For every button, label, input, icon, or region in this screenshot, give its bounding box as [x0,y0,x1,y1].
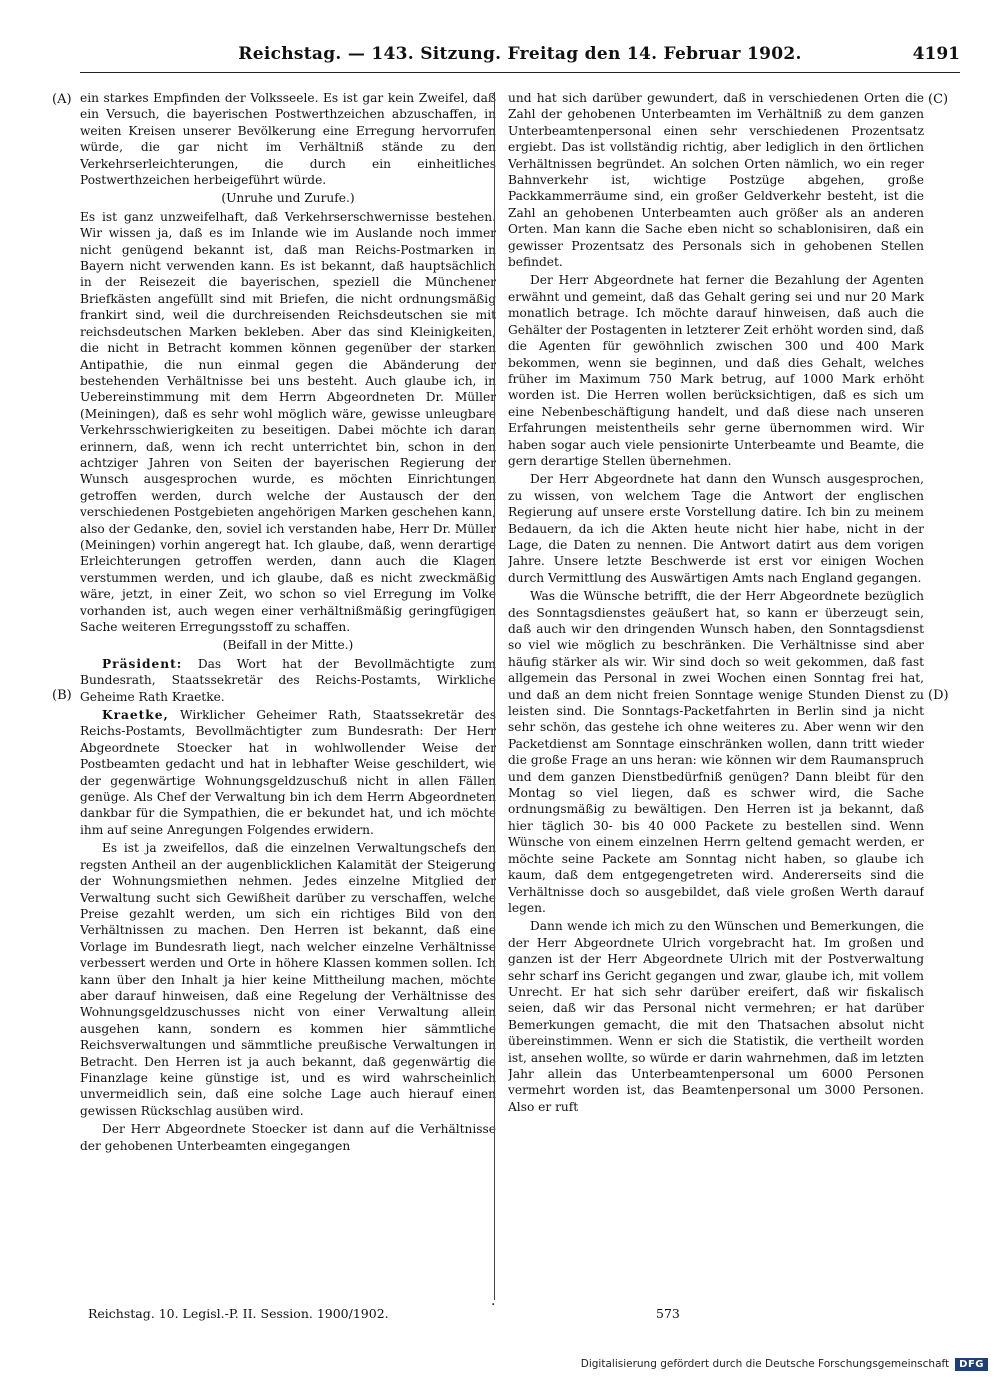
paragraph: Der Herr Abgeordnete hat ferner die Bezahlung der Agenten erwähnt und gemeint, daß das Gehalt gering sei und nur 20 Mark monatlich betrage. Ich möchte darauf hinweisen, daß auch die Gehälter der Postagenten in letzterer Zeit erhöht worden sind, daß die Agenten für gewöhnlich zwischen 300 und 400 Mark bekommen, wenn sie beginnen, und daß dies Gehalt, welches früher im Maximum 750 Mark betrug, auf 1000 Mark erhöht worden ist. Die Herren wollen berücksichtigen, daß es sich um eine Nebenbeschäftigung handelt, und daß diese nach unseren Erfahrungen meistentheils sehr gerne übernommen wird. Wir haben sogar auch viele pensionirte Unterbeamte und Beamte, die gern derartige Stellen übernehmen. [508,273,924,468]
header-title: Reichstag. — 143. Sitzung. Freitag den 14. Februar 1902. [238,44,802,64]
margin-mark-c: (C) [928,92,949,107]
stage-direction: (Beifall in der Mitte.) [222,638,354,653]
running-header [80,42,960,73]
footer-session-info: Reichstag. 10. Legisl.-P. II. Session. 1900/1902. [88,1306,389,1321]
speech-text: Das Wort hat der Bevollmächtigte zum Bundesrath, Staatssekretär des Reichs-Postamts, Wirkliche Geheime Rath Kraetke. [80,656,496,704]
speech-text: Wirklicher Geheimer Rath, Staatssekretär des Reichs-Postamts, Bevollmächtigter zum Bundesrath: Der Herr Abgeordnete Stoecker hat in wohlwollender Weise der Postbeamten gedacht und hat in lebhafter Weise geschildert, wie der gegenwärtige Wohnungsgeldzuschuß nicht in allen Fällen genüge. Als Chef der Verwaltung bin ich dem Herrn Abgeordneten dankbar für die Sympathien, die er bekundet hat, und ich möchte ihm auf seine Anregungen Folgendes erwidern. [80,708,496,837]
paragraph: Es ist ja zweifellos, daß die einzelnen Verwaltungschefs den regsten Antheil an der augenblicklichen Kalamität der Steigerung der Wohnungsmiethen nehmen. Jedes einzelne Mitglied der Verwaltung sucht sich Gewißheit darüber zu verschaffen, welche Preise gezahlt werden, um sich ein richtiges Bild von den Verhältnissen zu machen. Den Herren ist bekannt, daß eine Vorlage im Bundesrath liegt, nach welcher einzelne Verhältnisse verbessert werden und Orte in höhere Klassen kommen sollen. Ich kann über den Inhalt ja hier keine Mittheilung machen, möchte aber darauf hinweisen, daß eine Regelung der Verhältnisse des Wohnungsgeldzuschusses nicht von einer Verwaltung allein ausgehen kann, sondern es kommen hier sämmtliche Reichsverwaltungen und sämmtliche preußische Verwaltungen in Betracht. Den Herren ist ja auch bekannt, daß gegenwärtig die Finanzlage keine günstige ist, und es wird wahrscheinlich unvermeidlich sein, daß eine solche Lage auch hierauf einen gewissen Rückschlag ausüben wird. [80,841,496,1118]
speaker-name: Kraetke, [102,708,169,723]
paragraph [80,656,496,705]
margin-mark-d: (D) [928,688,949,703]
paragraph [80,707,496,838]
left-column [80,90,496,1252]
paragraph: Der Herr Abgeordnete hat dann den Wunsch ausgesprochen, zu wissen, von welchem Tage die Antwort der englischen Regierung auf unsere erste Vorstellung datire. Ich bin zu meinem Bedauern, da ich die Akten heute nicht hier habe, nicht in der Lage, die Daten zu nennen. Die Antwort datirt aus dem vorigen Jahre. Unsere letzte Beschwerde ist erst vor einigen Wochen durch Vermittlung des Auswärtigen Amts nach England gegangen. [508,472,924,585]
dfg-credit [581,1355,988,1373]
footer-signature: 573 [656,1306,680,1321]
stage-direction: (Unruhe und Zurufe.) [221,191,355,206]
page-number: 4191 [912,44,960,64]
footer-dot: · [491,1297,496,1313]
paragraph: Es ist ganz unzweifelhaft, daß Verkehrserschwernisse bestehen. Wir wissen ja, daß es im Inlande wie im Auslande noch immer nicht genügend bekannt ist, daß man Reichs-Postmarken in Bayern nicht verwenden kann. Es ist bekannt, daß hauptsächlich in der Reisezeit die bayerischen, speziell die Münchener Briefkästen angefüllt sind mit Briefen, die nicht ordnungsmäßig frankirt sind, weil die durchreisenden Reichsdeutschen sie mit reichsdeutschen Marken bekleben. Aber das sind Kleinigkeiten, die nicht in Betracht kommen können gegenüber der starken Antipathie, die nun einmal gegen die Abänderung der bestehenden Verhältnisse bei uns besteht. Auch glaube ich, in Uebereinstimmung mit dem Herrn Abgeordneten Dr. Müller (Meiningen), daß es sehr wohl möglich wäre, gewisse unleugbare Verkehrsschwierigkeiten zu beseitigen. Dabei möchte ich daran erinnern, daß, wenn ich recht unterrichtet bin, schon in den achtziger Jahren von Seiten der bayerischen Regierung der Wunsch ausgesprochen wurde, es möchten Einrichtungen getroffen werden, durch welche der Austausch der den verschiedenen Postgebieten angehörigen Marken geschehen kann, also der Gedanke, den, soviel ich verstanden habe, Herr Dr. Müller (Meiningen) vorhin angeregt hat. Ich glaube, daß, wenn derartige Erleichterungen getroffen werden, dann auch die Klagen verstummen werden, und ich glaube, daß es nicht zweckmäßig wäre, jetzt, in einer Zeit, wo schon so viel Erregung im Volke vorhanden ist, auch wegen einer verhältnißmäßig geringfügigen Sache weiteren Erregungsstoff zu schaffen. [80,209,496,634]
margin-mark-b: (B) [52,688,72,703]
dfg-logo: DFG [955,1358,988,1371]
paragraph: Was die Wünsche betrifft, die der Herr Abgeordnete bezüglich des Sonntagsdienstes geäußert hat, so kann er überzeugt sein, daß auch wir den dringenden Wunsch haben, den Sonntagsdienst so viel wie möglich zu beschränken. Die Verhältnisse sind aber häufig stärker als wir. Wir sind doch so weit gekommen, daß fast allgemein das Personal in zwei Wochen einen Sonntag frei hat, und daß an dem nicht freien Sonntage wenige Stunden Dienst zu leisten sind. Die Sonntags-Packetfahrten in Berlin sind ja nicht sehr schön, das gestehe ich ohne weiteres zu. Aber wenn wir den Packetdienst am Sonntage einschränken wollen, dann tritt wieder die große Frage an uns heran: wie können wir dem Raumanspruch und dem ganzen Dienstbedürfniß genügen? Dann bleibt für den Montag so viel liegen, daß es schwer wird, die Sache ordnungsmäßig zu bewältigen. Den Herren ist ja bekannt, daß hier täglich 30- bis 40 000 Packete zu bestellen sind. Wenn Wünsche von einem einzelnen Herrn geltend gemacht werden, er möchte seine Packete am Sonntag nicht haben, so glaube ich kaum, daß dem entgegengetreten wird. Andererseits sind die Verhältnisse doch so ausgebildet, daß viele großen Werth darauf legen. [508,589,924,915]
speaker-name: Präsident: [102,656,183,671]
paragraph: ein starkes Empfinden der Volksseele. Es ist gar kein Zweifel, daß ein Versuch, die bayerischen Postwerthzeichen abzuschaffen, in weiten Kreisen unserer Bevölkerung eine Erregung hervorrufen würde, die gar nicht im Verhältniß stände zu den Verkehrserleichterungen, die durch ein einheitliches Postwerthzeichen herbeigeführt würde. [80,91,496,188]
right-column [508,90,924,1252]
margin-mark-a: (A) [52,92,72,107]
paragraph: Dann wende ich mich zu den Wünschen und Bemerkungen, die der Herr Abgeordnete Ulrich vorgebracht hat. Im großen und ganzen ist der Herr Abgeordnete Ulrich mit der Postverwaltung sehr scharf ins Gericht gegangen und zwar, glaube ich, mit vollem Unrecht. Er hat sich sehr darüber ereifert, daß wir fiskalisch seien, daß wir das Personal nicht vermehren; er hat darüber Bemerkungen gemacht, die mit den Thatsachen absolut nicht übereinstimmen. Wenn er sich die Statistik, die vertheilt worden ist, ansehen wollte, so würde er darin wahrnehmen, daß im letzten Jahr allein das Unterbeamtenpersonal um 6000 Personen vermehrt worden ist, das Beamtenpersonal um 3000 Personen. Also er ruft [508,919,924,1114]
paragraph: und hat sich darüber gewundert, daß in verschiedenen Orten die Zahl der gehobenen Unterbeamten im Verhältniß zu dem ganzen Unterbeamtenpersonal einen sehr verschiedenen Prozentsatz ergiebt. Das ist vollständig richtig, aber lediglich in den örtlichen Verhältnissen begründet. An solchen Orten nämlich, wo ein reger Bahnverkehr ist, wichtige Postzüge abgehen, große Packkammerräume sind, ein großer Geldverkehr besteht, ist die Zahl an gehobenen Unterbeamten auch größer als an anderen Orten. Man kann die Sache eben nicht so schablonisiren, daß ein gewisser Prozentsatz des Personals sich in gehobenen Stellen befindet. [508,91,924,270]
dfg-credit-text: Digitalisierung gefördert durch die Deutsche Forschungsgemeinschaft [580,1358,950,1370]
paragraph: Der Herr Abgeordnete Stoecker ist dann auf die Verhältnisse der gehobenen Unterbeamten eingegangen [80,1122,496,1153]
column-divider [494,92,495,1300]
